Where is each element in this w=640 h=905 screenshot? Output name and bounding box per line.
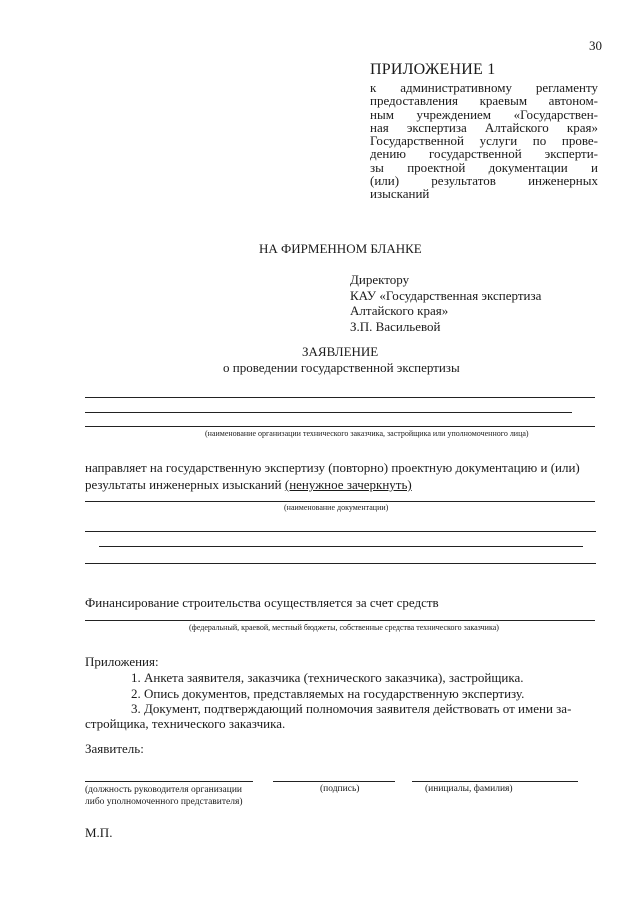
body-text-line [85, 477, 412, 492]
annex-title: ПРИЛОЖЕНИЕ 1 [370, 61, 496, 78]
addressee-line: Директору [350, 272, 410, 287]
attachment-item: 3. Документ, подтверждающий полномочия заявителя действовать от имени за- [131, 701, 572, 716]
letterhead-note: НА ФИРМЕННОМ БЛАНКЕ [259, 241, 422, 256]
position-caption-line: либо уполномоченного представителя) [85, 797, 243, 807]
annex-line: предоставления краевым автоном- [370, 93, 598, 109]
doc-name-line [85, 563, 596, 564]
initials-caption: (инициалы, фамилия) [425, 784, 513, 794]
attachments-heading: Приложения: [85, 654, 159, 669]
body-text-line: направляет на государственную экспертизу (повторно) проектную документацию и (или) [85, 460, 580, 475]
statement-title: ЗАЯВЛЕНИЕ [302, 344, 379, 359]
org-name-line [85, 412, 572, 413]
org-caption: (наименование организации технического заказчика, застройщика или уполномоченного лица) [205, 429, 529, 438]
strike-note: (ненужное зачеркнуть) [284, 477, 412, 492]
page-number: 30 [589, 38, 602, 53]
doc-name-line [85, 531, 596, 532]
initials-signature-line [412, 781, 578, 782]
addressee-line: З.П. Васильевой [350, 318, 441, 334]
annex-description [370, 81, 598, 201]
addressee-block [350, 272, 541, 334]
org-name-line [85, 397, 595, 398]
attachment-item: 2. Опись документов, представляемых на государственную экспертизу. [131, 686, 525, 701]
doc-caption: (наименование документации) [284, 503, 389, 512]
attachment-item-continued: стройщика, технического заказчика. [85, 716, 286, 731]
body-text-prefix: результаты инженерных изысканий [85, 477, 285, 492]
position-signature-line [85, 781, 253, 782]
annex-line: изысканий [370, 186, 430, 202]
annex-line: ным учреждением «Государствен- [370, 106, 598, 122]
position-caption-line: (должность руководителя организации [85, 785, 243, 795]
annex-line: к административному регламенту [370, 80, 598, 95]
sign-caption: (подпись) [320, 784, 360, 794]
annex-line: ная экспертиза Алтайского края» [370, 119, 598, 135]
annex-line: зы проектной документации и [370, 159, 598, 175]
annex-line: Государственной услуги по прове- [370, 133, 598, 149]
financing-text: Финансирование строительства осуществляется за счет средств [85, 595, 439, 610]
financing-caption: (федеральный, краевой, местный бюджеты, собственные средства технического заказчика) [189, 623, 499, 632]
statement-subtitle: о проведении государственной экспертизы [223, 360, 460, 375]
annex-line: дению государственной эксперти- [370, 146, 598, 162]
addressee-line: Алтайского края» [350, 303, 449, 318]
position-caption [85, 784, 243, 808]
sign-signature-line [273, 781, 395, 782]
applicant-label: Заявитель: [85, 741, 144, 756]
annex-line: (или) результатов инженерных [370, 173, 598, 189]
financing-line [85, 620, 595, 621]
doc-name-line [99, 546, 583, 547]
stamp-placeholder: М.П. [85, 825, 113, 840]
org-name-line [85, 426, 595, 427]
attachment-item: 1. Анкета заявителя, заказчика (технического заказчика), застройщика. [131, 670, 524, 685]
doc-name-line [85, 501, 595, 502]
addressee-line: КАУ «Государственная экспертиза [350, 287, 542, 303]
